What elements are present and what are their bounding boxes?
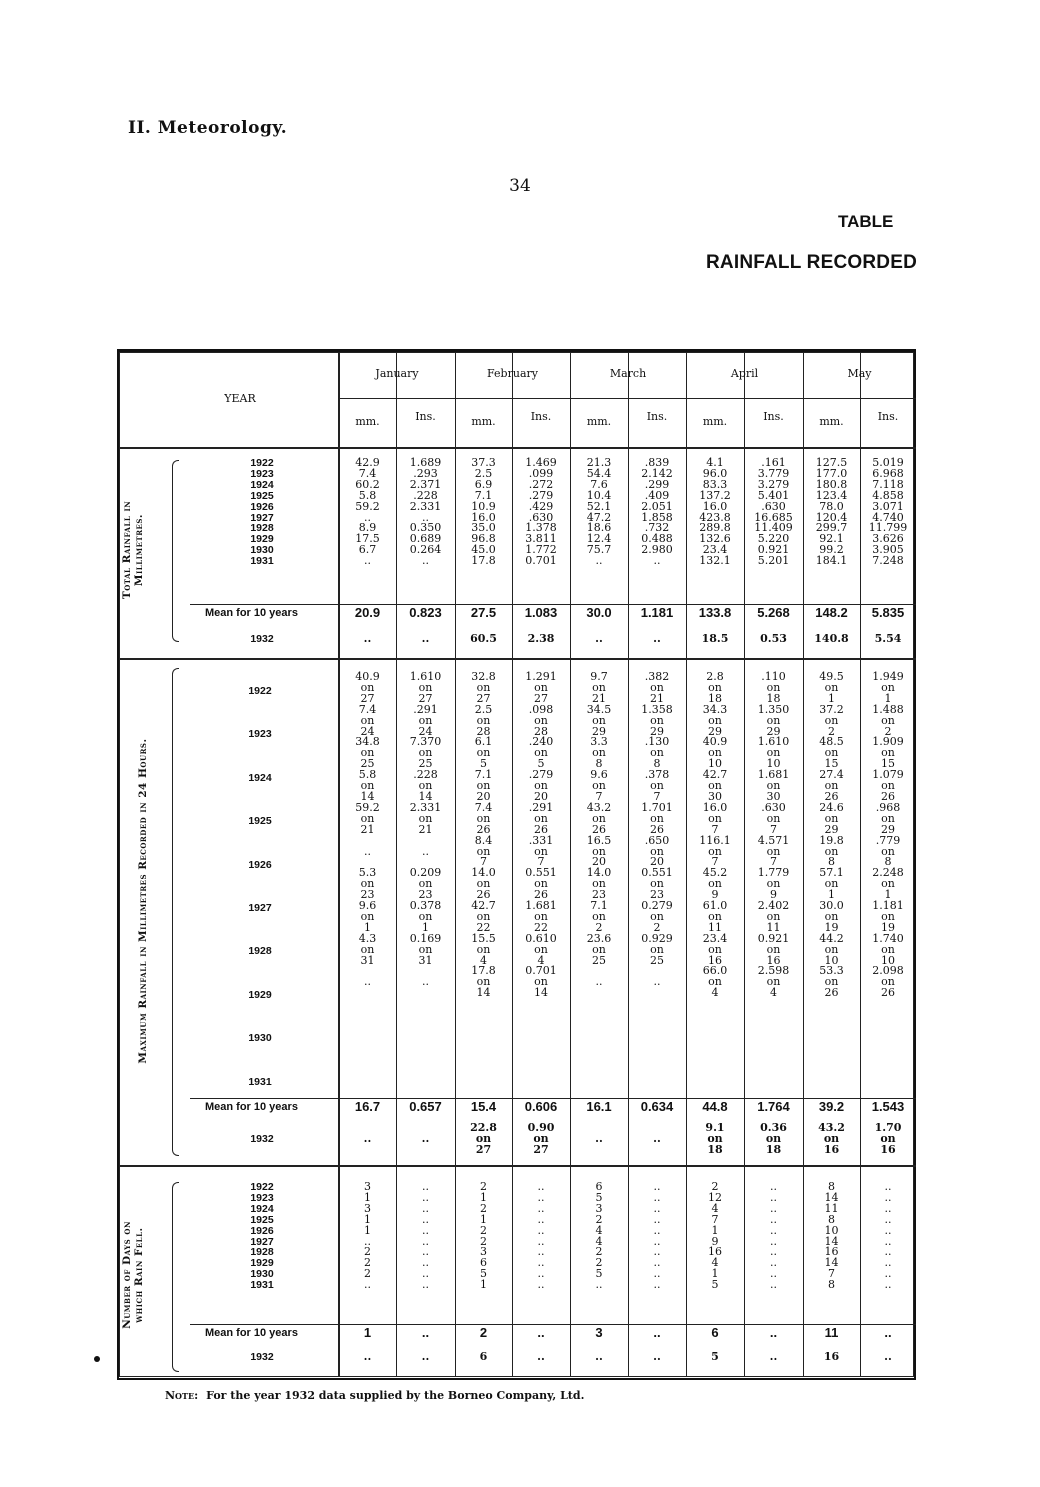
month-header: April bbox=[730, 367, 759, 380]
data-column: 1.689 .293 2.371 .228 2.331 .. 0.350 0.689 0.264 .. bbox=[409, 456, 442, 568]
year-1932-value: .. bbox=[769, 1350, 778, 1363]
section-brace bbox=[172, 1182, 179, 1372]
mean-value: .. bbox=[537, 1325, 545, 1340]
year-1932-label: 1932 bbox=[250, 1133, 274, 1145]
section-rule bbox=[119, 658, 916, 660]
mean-value: 1.083 bbox=[524, 605, 558, 620]
unit-header-ins: Ins. bbox=[415, 410, 436, 423]
year-1932-value: .. bbox=[363, 1350, 372, 1363]
footnote-text: For the year 1932 data supplied by the Borneo Company, Ltd. bbox=[206, 1389, 585, 1402]
table-title: RAINFALL RECORDED bbox=[706, 252, 917, 273]
section-label: Total Rainfall in Millimetres. bbox=[121, 500, 145, 600]
year-1932-value: 18.5 bbox=[701, 632, 729, 645]
section-brace bbox=[172, 668, 179, 1156]
year-1932-value: 0.36 on 18 bbox=[760, 1121, 787, 1156]
year-1932-value: 0.53 bbox=[760, 632, 787, 645]
mean-value: 20.9 bbox=[354, 605, 381, 620]
unit-header-mm: mm. bbox=[355, 415, 380, 428]
month-header: March bbox=[609, 367, 647, 380]
mean-value: .. bbox=[769, 1325, 778, 1340]
unit-header-ins: Ins. bbox=[646, 410, 668, 423]
data-column: .. .. .. .. .. .. .. .. .. .. bbox=[884, 1180, 892, 1292]
data-column: .110 on 18 1.350 on 29 1.610 on 10 1.681 on 30 .630 on 7 4.571 on 7 1.779 on 9 2.402 on 11 0.921 on 16 2.598 on 4 bbox=[757, 670, 790, 1000]
year-labels: 1922 1923 1924 1925 1926 1927 1928 1929 1930 1931 bbox=[250, 457, 274, 568]
year-1932-value: .. bbox=[421, 632, 430, 645]
month-header: February bbox=[487, 367, 538, 380]
mean-value: 15.4 bbox=[470, 1099, 497, 1114]
section-label: Number of Days on which Rain Fell. bbox=[121, 1221, 145, 1329]
year-1932-value: 43.2 on 16 bbox=[818, 1121, 845, 1156]
year-1932-value: .. bbox=[653, 1132, 661, 1145]
mean-value: .. bbox=[653, 1325, 661, 1340]
mean-value: 44.8 bbox=[702, 1099, 728, 1114]
data-column: 42.9 7.4 60.2 5.8 59.2 .. 8.9 17.5 6.7 .. bbox=[355, 456, 380, 568]
month-header: May bbox=[847, 367, 872, 380]
mean-value: 1.543 bbox=[871, 1099, 905, 1114]
year-1932-value: .. bbox=[653, 632, 661, 645]
data-column: 40.9 on 27 7.4 on 24 34.8 on 25 5.8 on 14 59.2 on 21 .. 5.3 on 23 9.6 on 1 4.3 on 31 .. bbox=[355, 670, 380, 989]
year-label: 1926 bbox=[248, 858, 272, 871]
data-column: 1.291 on 27 .098 on 28 .240 on 5 .279 on 20 .291 on 26 .331 on 7 0.551 on 26 1.681 on 22 0.610 on 4 0.701 on 14 bbox=[525, 670, 557, 1000]
unit-header-ins: Ins. bbox=[530, 410, 552, 423]
year-1932-value: 140.8 bbox=[814, 632, 849, 645]
mean-value: 16.1 bbox=[586, 1099, 612, 1114]
mean-value: 133.8 bbox=[698, 605, 732, 620]
mean-value: .. bbox=[884, 1325, 892, 1340]
mean-value: .. bbox=[421, 1325, 430, 1340]
mean-label: Mean for 10 years bbox=[205, 1101, 298, 1113]
mean-value: 2 bbox=[479, 1325, 488, 1340]
data-column: 3 1 3 1 1 .. 2 2 2 .. bbox=[364, 1180, 371, 1292]
data-column: 2 12 4 7 1 9 16 4 1 5 bbox=[708, 1180, 722, 1292]
year-label: 1923 bbox=[248, 728, 272, 741]
table-label: TABLE bbox=[838, 212, 894, 231]
year-label: 1927 bbox=[248, 902, 272, 914]
data-column: 4.1 96.0 83.3 137.2 16.0 423.8 289.8 132.6 23.4 132.1 bbox=[699, 456, 731, 568]
data-column: 2 1 2 1 2 2 3 6 5 1 bbox=[480, 1180, 487, 1292]
year-1932-value: 2.38 bbox=[527, 632, 555, 645]
data-column: 6 5 3 2 4 4 2 2 5 .. bbox=[595, 1180, 603, 1292]
unit-header-ins: Ins. bbox=[763, 410, 784, 423]
data-column: .. .. .. .. .. .. .. .. .. .. bbox=[653, 1180, 661, 1292]
unit-header-mm: mm. bbox=[819, 415, 844, 428]
data-column: 1.469 .099 .272 .279 .429 .630 1.378 3.811 1.772 0.701 bbox=[525, 456, 557, 568]
year-1932-value: .. bbox=[595, 1132, 603, 1145]
year-label: 1925 bbox=[248, 815, 272, 828]
year-label: 1930 bbox=[248, 1032, 272, 1045]
year-1932-value: 60.5 bbox=[470, 632, 497, 645]
month-header: January bbox=[375, 367, 419, 380]
year-1932-value: .. bbox=[595, 632, 603, 645]
mean-label: Mean for 10 years bbox=[205, 1327, 298, 1339]
unit-header-mm: mm. bbox=[702, 415, 728, 428]
year-1932-value: .. bbox=[653, 1350, 661, 1363]
month-header-rule bbox=[339, 398, 916, 399]
header-bottom-rule bbox=[119, 447, 916, 449]
mean-value: 1.764 bbox=[757, 1099, 790, 1114]
mean-value: 16.7 bbox=[354, 1099, 381, 1114]
mean-value: 148.2 bbox=[815, 605, 848, 620]
mean-value: 0.634 bbox=[640, 1099, 674, 1114]
data-column: .382 on 21 1.358 on 29 .130 on 8 .378 on 7 1.701 on 26 .650 on 20 0.551 on 23 0.279 on 2 0.929 on 25 .. bbox=[641, 670, 673, 989]
year-1932-value: .. bbox=[537, 1350, 545, 1363]
section-heading: II. Meteorology. bbox=[128, 118, 288, 138]
year-label: 1922 bbox=[248, 685, 272, 697]
year-1932-value: .. bbox=[363, 1132, 372, 1145]
year-label: 1928 bbox=[248, 945, 272, 958]
margin-dot bbox=[94, 1356, 100, 1362]
data-column: 1.610 on 27 .291 on 24 7.370 on 25 .228 on 14 2.331 on 21 .. 0.209 on 23 0.378 on 1 0.169 on 31 .. bbox=[409, 670, 442, 989]
mean-value: 11 bbox=[824, 1325, 839, 1340]
year-1932-value: .. bbox=[884, 1350, 892, 1363]
mean-value: 5.835 bbox=[871, 605, 905, 620]
section-rule bbox=[119, 1165, 916, 1167]
data-column: 49.5 on 1 37.2 on 2 48.5 on 15 27.4 on 26 24.6 on 29 19.8 on 8 57.1 on 1 30.0 on 19 44.2 on 10 53.3 on 26 bbox=[819, 670, 844, 1000]
data-column: .. .. .. .. .. .. .. .. .. .. bbox=[422, 1180, 429, 1292]
unit-header-mm: mm. bbox=[586, 415, 612, 428]
year-1932-value: .. bbox=[363, 632, 372, 645]
data-column: 8 14 11 8 10 14 16 14 7 8 bbox=[824, 1180, 839, 1292]
data-column: 5.019 6.968 7.118 4.858 3.071 4.740 11.799 3.626 3.905 7.248 bbox=[868, 456, 908, 568]
year-1932-value: 5 bbox=[711, 1350, 719, 1363]
year-1932-value: 0.90 on 27 bbox=[527, 1121, 555, 1156]
data-column: 9.7 on 21 34.5 on 29 3.3 on 8 9.6 on 7 43.2 on 26 16.5 on 20 14.0 on 23 7.1 on 2 23.6 on 25 .. bbox=[586, 670, 612, 989]
year-1932-value: 5.54 bbox=[874, 632, 902, 645]
data-column: 127.5 177.0 180.8 123.4 78.0 120.4 299.7 92.1 99.2 184.1 bbox=[815, 456, 848, 568]
year-1932-value: .. bbox=[595, 1350, 603, 1363]
mean-value: 1.181 bbox=[640, 605, 674, 620]
unit-header-mm: mm. bbox=[471, 415, 496, 428]
year-header: YEAR bbox=[224, 392, 256, 405]
year-1932-value: 1.70 on 16 bbox=[874, 1121, 902, 1156]
data-column: .. .. .. .. .. .. .. .. .. .. bbox=[537, 1180, 545, 1292]
year-1932-value: .. bbox=[421, 1350, 430, 1363]
year-1932-value: 6 bbox=[479, 1350, 488, 1363]
section-label: Maximum Rainfall in Millimetres Recorded in 24 Hours. bbox=[137, 738, 149, 1064]
mean-value: 39.2 bbox=[818, 1099, 845, 1114]
section-brace bbox=[172, 460, 179, 642]
unit-header-ins: Ins. bbox=[877, 410, 899, 423]
data-column: .839 2.142 .299 .409 2.051 1.858 .732 0.488 2.980 .. bbox=[641, 456, 673, 568]
mean-value: 5.268 bbox=[757, 605, 790, 620]
data-column: 2.8 on 18 34.3 on 29 40.9 on 10 42.7 on 30 16.0 on 7 116.1 on 7 45.2 on 9 61.0 on 11 23.4 on 16 66.0 on 4 bbox=[699, 670, 731, 1000]
footnote bbox=[165, 1389, 584, 1402]
year-1932-value: 22.8 on 27 bbox=[470, 1121, 497, 1156]
year-1932-label: 1932 bbox=[250, 633, 274, 645]
mean-value: 27.5 bbox=[470, 605, 497, 620]
year-labels: 1922 1923 1924 1925 1926 1927 1928 1929 1930 1931 bbox=[250, 1181, 274, 1292]
mean-value: 30.0 bbox=[586, 605, 612, 620]
mean-value: 3 bbox=[595, 1325, 603, 1340]
page-number: 34 bbox=[509, 176, 531, 196]
year-1932-value: 9.1 on 18 bbox=[705, 1121, 725, 1156]
mean-value: 6 bbox=[711, 1325, 719, 1340]
data-column: .. .. .. .. .. .. .. .. .. .. bbox=[770, 1180, 777, 1292]
year-label: 1924 bbox=[248, 771, 272, 784]
year-1932-value: .. bbox=[421, 1132, 430, 1145]
mean-value: 1 bbox=[363, 1325, 372, 1340]
data-column: 37.3 2.5 6.9 7.1 10.9 16.0 35.0 96.8 45.0 17.8 bbox=[471, 456, 496, 568]
data-column: 32.8 on 27 2.5 on 28 6.1 on 5 7.1 on 20 7.4 on 26 8.4 on 7 14.0 on 26 42.7 on 22 15.5 on 4 17.8 on 14 bbox=[471, 670, 496, 1000]
data-column: .161 3.779 3.279 5.401 .630 16.685 11.409 5.220 0.921 5.201 bbox=[754, 456, 793, 568]
data-column: 1.949 on 1 1.488 on 2 1.909 on 15 1.079 on 26 .968 on 29 .779 on 8 2.248 on 1 1.181 on 19 1.740 on 10 2.098 on 26 bbox=[872, 670, 904, 1000]
year-label: 1931 bbox=[248, 1075, 272, 1088]
year-1932-label: 1932 bbox=[250, 1351, 274, 1363]
data-column: 21.3 54.4 7.6 10.4 52.1 47.2 18.6 12.4 75.7 .. bbox=[586, 456, 612, 568]
footnote-label: Note: bbox=[165, 1389, 199, 1402]
mean-value: 0.606 bbox=[524, 1099, 558, 1114]
mean-value: 0.657 bbox=[409, 1099, 442, 1114]
year-label: 1929 bbox=[248, 988, 272, 1001]
mean-label: Mean for 10 years bbox=[205, 607, 298, 619]
mean-value: 0.823 bbox=[409, 605, 442, 620]
year-1932-value: 16 bbox=[823, 1350, 840, 1363]
